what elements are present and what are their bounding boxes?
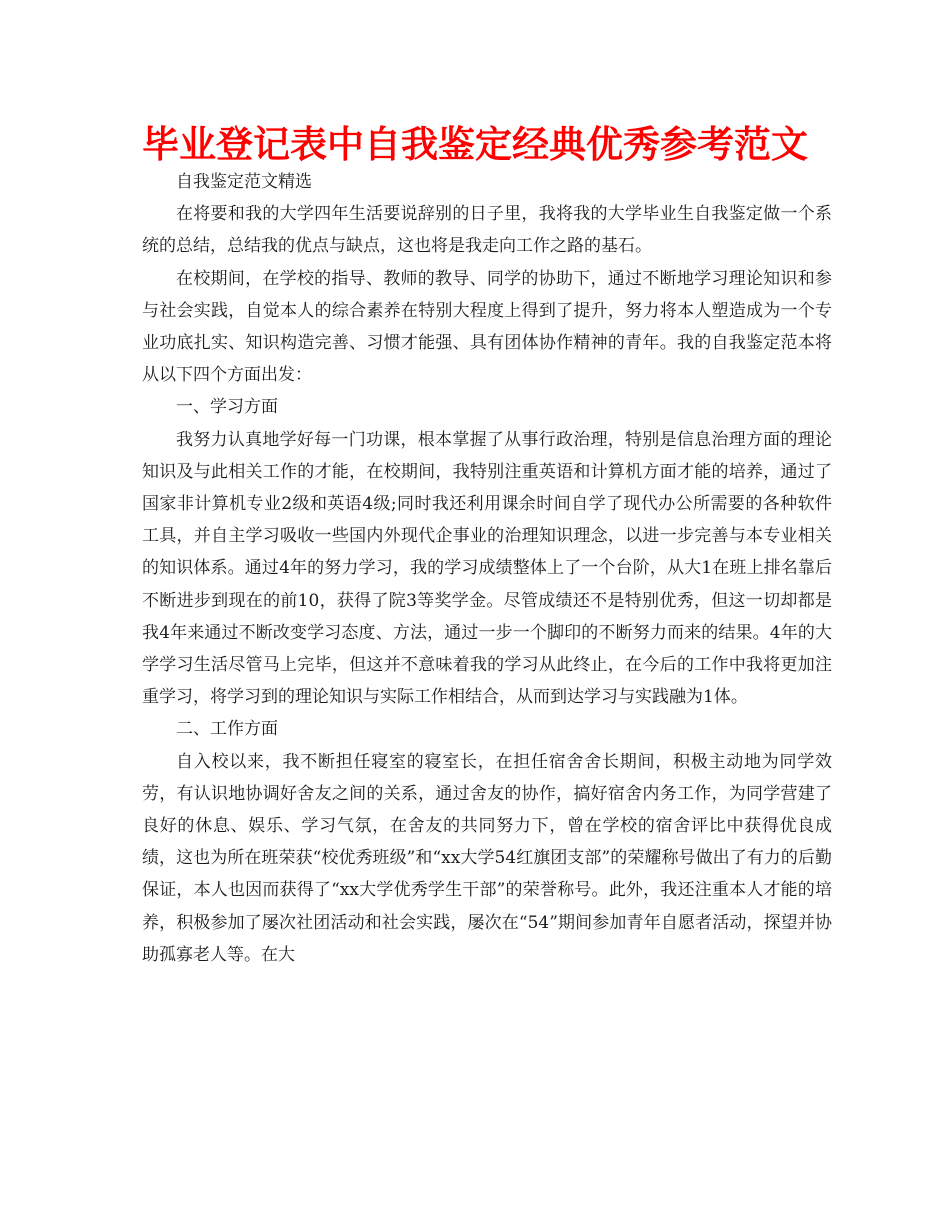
document-title: 毕业登记表中自我鉴定经典优秀参考范文 [142,123,808,166]
paragraph-work: 自入校以来，我不断担任寝室的寝室长，在担任宿舍舍长期间，积极主动地为同学效劳，有认识地协调好舍友之间的关系，通过舍友的协作，搞好宿舍内务工作，为同学营建了良好的休息、娱乐、学习气氛，在舍友的共同努力下，曾在学校的宿舍评比中获得优良成绩，这也为所在班荣获“校优秀班级”和“xx大学54红旗团支部”的荣耀称号做出了有力的后勤保证，本人也因而获得了“xx大学优秀学生干部”的荣誉称号。此外，我还注重本人才能的培养，积极参加了屡次社团活动和社会实践，屡次在“54”期间参加青年自愿者活动，探望并协助孤寡老人等。在大 [142,751,832,965]
section-heading-work: 二、工作方面 [176,719,278,740]
section-heading-intro: 自我鉴定范文精选 [176,172,312,192]
document-body [142,166,832,971]
section-heading-study: 一、学习方面 [176,397,278,418]
paragraph-opening: 在将要和我的大学四年生活要说辞别的日子里，我将我的大学毕业生自我鉴定做一个系统的总结，总结我的优点与缺点，这也将是我走向工作之路的基石。 [142,204,832,257]
paragraph-study: 我努力认真地学好每一门功课，根本掌握了从事行政治理，特别是信息治理方面的理论知识及与此相关工作的才能，在校期间，我特别注重英语和计算机方面才能的培养，通过了国家非计算机专业2级和英语4级;同时我还利用课余时间自学了现代办公所需要的各种软件工具，并自主学习吸收一些国内外现代企事业的治理知识理念，以进一步完善与本专业相关的知识体系。通过4年的努力学习，我的学习成绩整体上了一个台阶，从大1在班上排名靠后不断进步到现在的前10，获得了院3等奖学金。尽管成绩还不是特别优秀，但这一切却都是我4年来通过不断改变学习态度、方法，通过一步一个脚印的不断努力而来的结果。4年的大学学习生活尽管马上完毕，但这并不意味着我的学习从此终止，在今后的工作中我将更加注重学习，将学习到的理论知识与实际工作相结合，从而到达学习与实践融为1体。 [142,429,832,708]
paragraph-school-period: 在校期间，在学校的指导、教师的教导、同学的协助下，通过不断地学习理论知识和参与社会实践，自觉本人的综合素养在特别大程度上得到了提升，努力将本人塑造成为一个专业功底扎实、知识构造完善、习惯才能强、具有团体协作精神的青年。我的自我鉴定范本将从以下四个方面出发： [142,268,832,386]
